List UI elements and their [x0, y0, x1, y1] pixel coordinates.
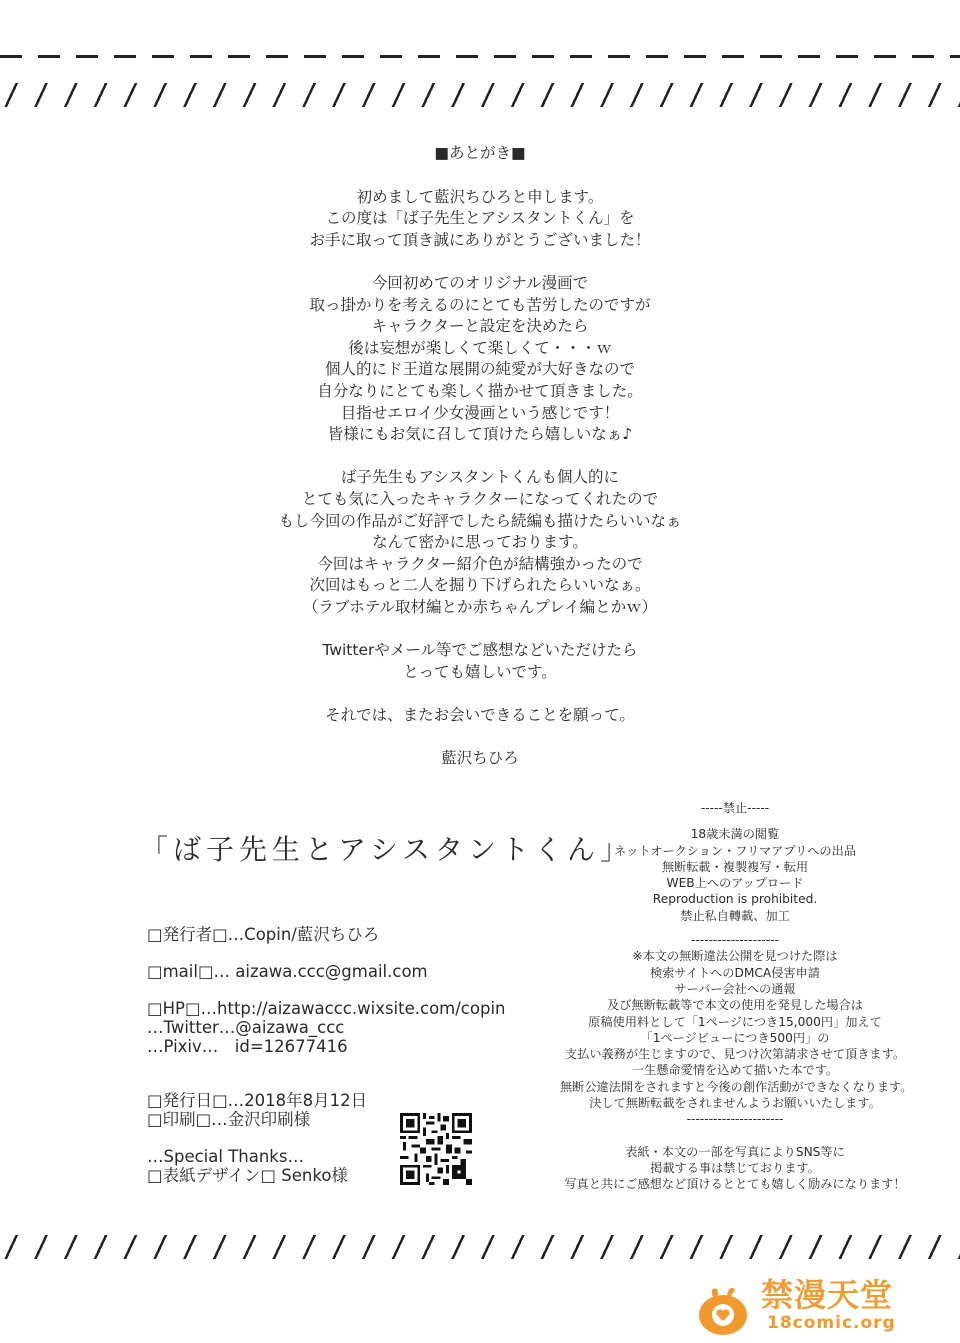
notice-warning-line: 一生懸命愛情を込めて描いた本です。: [631, 1063, 839, 1078]
afterword-line: 目指せエロイ少女漫画という感じです！: [340, 403, 620, 422]
notice-sns-text: [560, 1144, 910, 1193]
watermark-name: 禁漫天堂: [761, 1276, 894, 1314]
credit-issue-date: □発行日□…2018年8月12日: [147, 1091, 368, 1110]
credit-mail: □mail□… aizawa.ccc@gmail.com: [147, 962, 428, 981]
credit-cover-design: □表紙デザイン□ Senko様: [147, 1166, 348, 1185]
credit-twitter: …Twitter…@aizawa_ccc: [147, 1018, 345, 1037]
afterword-heading: ■あとがき■: [434, 144, 526, 162]
notice-prohibited-item: Reproduction is prohibited.: [652, 892, 818, 907]
notice-header: -----禁止-----: [700, 801, 770, 815]
notice-sns-line: 写真と共にご感想など頂けるととても嬉しく励みになります！: [564, 1177, 906, 1192]
afterword-line: とっても嬉しいです。: [403, 662, 557, 681]
notice-divider: --------------------: [691, 933, 779, 948]
afterword-paragraph: [0, 640, 960, 683]
mascot-logo-icon: [697, 1283, 751, 1337]
afterword-line: 後は妄想が楽しくて楽しくて・・・ｗ: [348, 338, 612, 357]
notice-sns-line: 表紙・本文の一部を写真によりSNS等に: [625, 1144, 845, 1159]
afterword-line: ば子先生もアシスタントくんも個人的に: [341, 468, 619, 487]
notice-warning-line: 決して無断転載をされませんようお願いいたします。: [589, 1096, 881, 1111]
notice-warning-text: [560, 948, 913, 1111]
notice-prohibited-item: 禁止私自轉載、加工: [680, 908, 790, 923]
afterword-line: Twitterやメール等でご感想などいただけたら: [322, 641, 638, 660]
afterword-paragraph: [0, 187, 960, 252]
notice-warning-line: 検索サイトへのDMCA侵害申請: [650, 965, 820, 980]
afterword-paragraph: [0, 273, 960, 446]
credit-special-thanks: …Special Thanks…: [147, 1147, 304, 1166]
notice-warning-line: 無断公違法開をされますと今後の創作活動ができなくなります。: [560, 1079, 913, 1094]
notice-sns-line: 掲載する事は禁じております。: [650, 1160, 820, 1175]
notice-warning-line: 及び無断転載等で本文の使用を発見した場合は: [607, 998, 863, 1013]
prohibition-notice: [560, 800, 913, 1193]
credit-pixiv: …Pixiv… id=12677416: [147, 1037, 348, 1056]
diagonal-stripe-border-bottom: [0, 1235, 960, 1259]
notice-warning-line: サーバー会社への通報: [674, 981, 796, 996]
afterword-line: お手に取って頂き誠にありがとうございました！: [309, 230, 651, 249]
afterword-line: 自分なりにとても楽しく描かせて頂きました。: [317, 381, 643, 400]
afterword-line: それでは、またお会いできることを願って。: [325, 705, 635, 724]
diagonal-stripe-border-top: [0, 83, 960, 107]
afterword-body: [0, 187, 960, 770]
credit-publisher: □発行者□…Copin/藍沢ちひろ: [147, 925, 380, 944]
afterword-line: キャラクターと設定を決めたら: [371, 317, 589, 336]
afterword-line: 初めまして藍沢ちひろと申します。: [356, 187, 604, 206]
notice-prohibited-item: 無断転載・複製複写・転用: [661, 859, 809, 874]
afterword-line: とても気に入ったキャラクターになってくれたので: [301, 489, 659, 508]
notice-divider: ----------------------: [686, 1112, 784, 1127]
afterword-line: この度は「ば子先生とアシスタントくん」を: [325, 209, 635, 228]
notice-warning-line: ※本文の無断違法公開を見つけた際は: [632, 949, 838, 964]
notice-warning-line: 「1ページビューにつき500円」の: [640, 1030, 830, 1045]
afterword-line: （ラブホテル取材編とか赤ちゃんプレイ編とかｗ）: [302, 597, 658, 616]
afterword-line: 藍沢ちひろ: [441, 749, 519, 768]
afterword-line: もし今回の作品がご好評でしたら続編も描けたらいいなぁ: [278, 511, 682, 530]
afterword-line: なんて密かに思っております。: [372, 533, 588, 552]
book-title: 「ば子先生とアシスタントくん」: [140, 833, 634, 866]
afterword-line: 次回はもっと二人を掘り下げられたらいいなぁ。: [309, 576, 651, 595]
notice-prohibited-item: WEB上へのアップロード: [666, 876, 804, 891]
afterword-paragraph: [0, 705, 960, 727]
credit-homepage: □HP□…http://aizawaccc.wixsite.com/copin: [147, 999, 506, 1018]
afterword-paragraph: [0, 467, 960, 618]
notice-prohibited-list: [560, 826, 910, 924]
qr-code: [400, 1113, 472, 1185]
afterword-line: 今回はキャラクター紹介色が結構強かったので: [317, 554, 643, 573]
watermark-site: 18comic.org: [767, 1313, 896, 1333]
afterword-line: 皆様にもお気に召して頂けたら嬉しいなぁ♪: [327, 425, 633, 444]
dashed-border-top: [0, 55, 960, 58]
afterword-paragraph: [0, 748, 960, 770]
site-watermark[interactable]: [697, 1275, 927, 1337]
notice-prohibited-item: ネットオークション・フリマアプリへの出品: [614, 843, 856, 858]
credit-printer: □印刷□…金沢印刷様: [147, 1110, 311, 1129]
afterword-line: 今回初めてのオリジナル漫画で: [371, 273, 589, 292]
afterword-line: 個人的にド王道な展開の純愛が大好きなので: [324, 360, 635, 379]
afterword-section: [0, 143, 960, 791]
notice-warning-line: 原稿使用料として「1ページにつき15,000円」加えて: [588, 1014, 882, 1029]
afterword-line: 取っ掛かりを考えるのにとても苦労したのですが: [309, 295, 651, 314]
notice-warning-line: 支払い義務が生じますので、見つけ次第請求させて頂きます。: [564, 1047, 906, 1062]
notice-prohibited-item: 18歳未満の閲覧: [690, 827, 780, 842]
